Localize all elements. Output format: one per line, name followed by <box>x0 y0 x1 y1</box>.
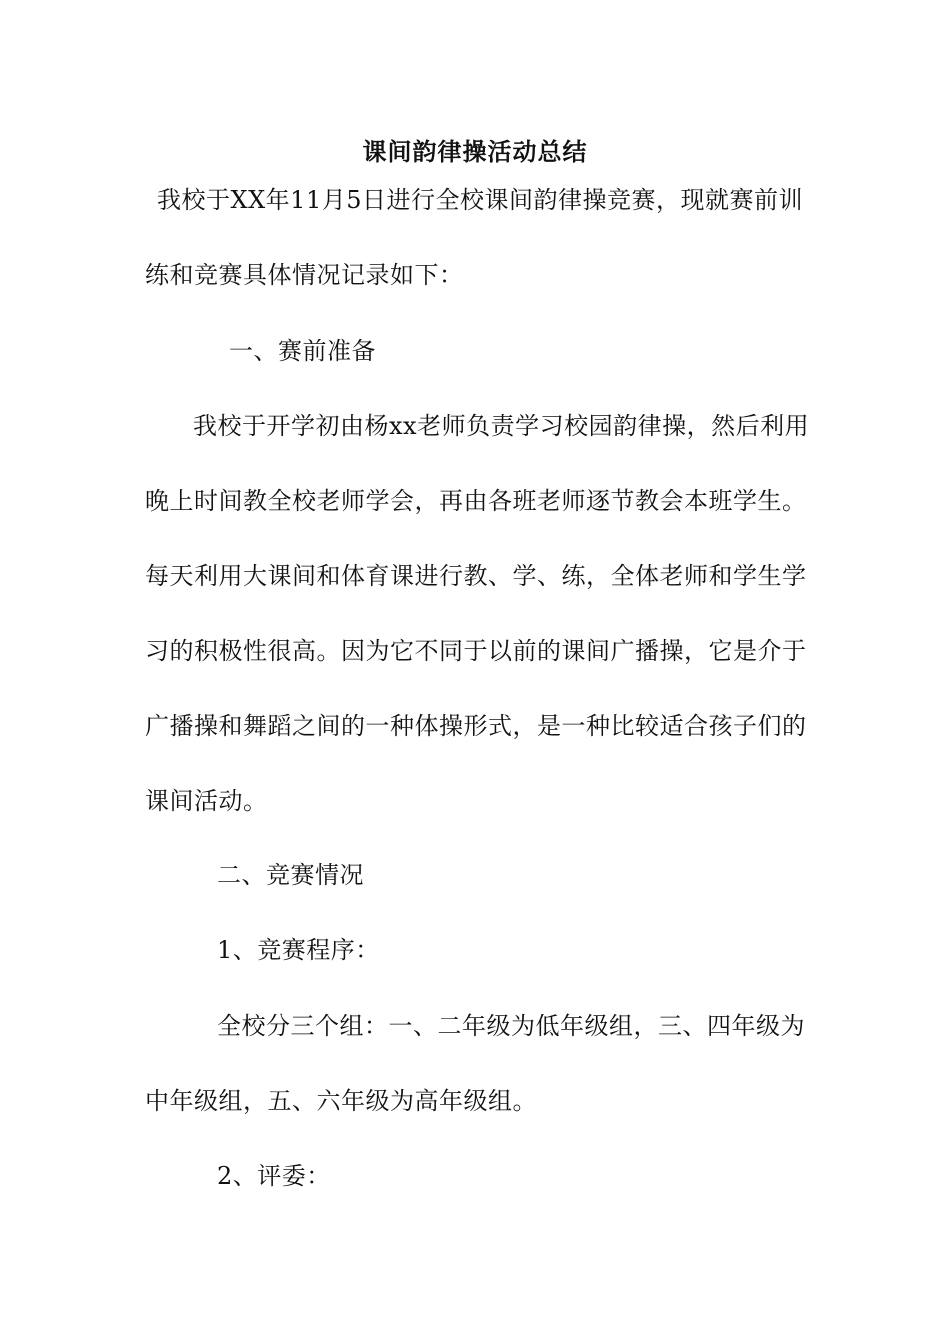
paragraph-intro-line-1: 我校于XX年11月5日进行全校课间韵律操竞赛，现就赛前训 <box>157 186 803 214</box>
paragraph-groups-line-1: 全校分三个组：一、二年级为低年级组，三、四年级为 <box>217 1012 805 1040</box>
paragraph-preparation-line-6: 课间活动。 <box>145 787 268 815</box>
paragraph-preparation-line-1: 我校于开学初由杨xx老师负责学习校园韵律操，然后利用 <box>193 412 810 440</box>
section-heading-competition: 二、竞赛情况 <box>217 861 364 889</box>
paragraph-intro-line-2: 练和竞赛具体情况记录如下： <box>145 261 464 289</box>
paragraph-preparation-line-4: 习的积极性很高。因为它不同于以前的课间广播操，它是介于 <box>145 637 807 665</box>
paragraph-preparation-line-5: 广播操和舞蹈之间的一种体操形式，是一种比较适合孩子们的 <box>145 712 807 740</box>
paragraph-groups-line-2: 中年级组，五、六年级为高年级组。 <box>145 1087 537 1115</box>
subheading-judges: 2、评委： <box>217 1162 331 1190</box>
paragraph-preparation-line-2: 晚上时间教全校老师学会，再由各班老师逐节教会本班学生。 <box>145 487 807 515</box>
document-title: 课间韵律操活动总结 <box>362 137 588 166</box>
subheading-procedure: 1、竞赛程序： <box>217 936 380 964</box>
paragraph-preparation-line-3: 每天利用大课间和体育课进行教、学、练，全体老师和学生学 <box>145 562 807 590</box>
section-heading-preparation: 一、赛前准备 <box>229 337 376 365</box>
